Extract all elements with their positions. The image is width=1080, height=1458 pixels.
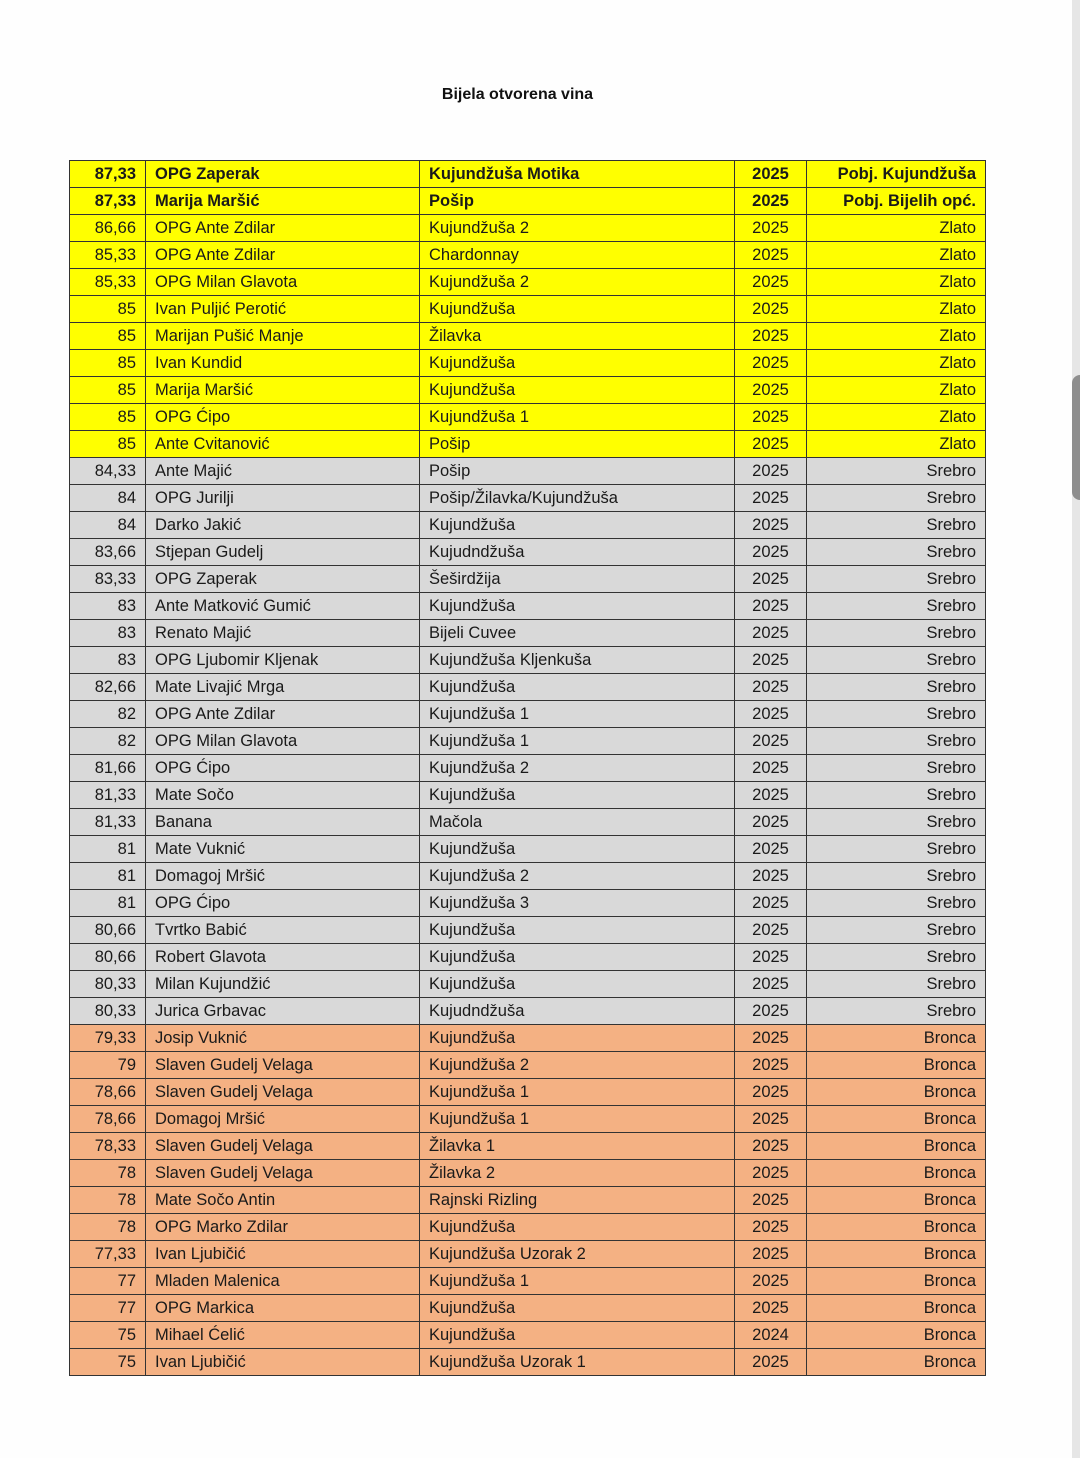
- cell-award: Zlato: [807, 350, 986, 377]
- cell-wine: Pošip/Žilavka/Kujundžuša: [420, 485, 735, 512]
- cell-wine: Kujundžuša 1: [420, 1106, 735, 1133]
- table-row: [70, 512, 986, 539]
- cell-producer: OPG Ante Zdilar: [146, 242, 420, 269]
- cell-wine: Pošip: [420, 188, 735, 215]
- cell-award: Zlato: [807, 431, 986, 458]
- cell-wine: Kujundžuša 1: [420, 1079, 735, 1106]
- cell-producer: OPG Ćipo: [146, 404, 420, 431]
- table-row: [70, 323, 986, 350]
- table-row: [70, 944, 986, 971]
- table-row: [70, 620, 986, 647]
- cell-wine: Kujundžuša: [420, 1322, 735, 1349]
- cell-year: 2025: [735, 674, 807, 701]
- cell-score: 79,33: [70, 1025, 146, 1052]
- table-row: [70, 161, 986, 188]
- cell-producer: OPG Ljubomir Kljenak: [146, 647, 420, 674]
- cell-score: 80,66: [70, 917, 146, 944]
- cell-year: 2025: [735, 1052, 807, 1079]
- cell-year: 2025: [735, 782, 807, 809]
- cell-year: 2025: [735, 917, 807, 944]
- cell-producer: OPG Ćipo: [146, 890, 420, 917]
- cell-award: Srebro: [807, 728, 986, 755]
- cell-producer: Slaven Gudelj Velaga: [146, 1133, 420, 1160]
- cell-producer: Mate Livajić Mrga: [146, 674, 420, 701]
- cell-award: Bronca: [807, 1025, 986, 1052]
- table-row: [70, 431, 986, 458]
- cell-award: Bronca: [807, 1322, 986, 1349]
- cell-producer: Renato Majić: [146, 620, 420, 647]
- cell-score: 80,33: [70, 971, 146, 998]
- cell-wine: Kujundžuša: [420, 512, 735, 539]
- cell-year: 2025: [735, 458, 807, 485]
- cell-producer: Darko Jakić: [146, 512, 420, 539]
- cell-score: 87,33: [70, 188, 146, 215]
- cell-producer: Ante Matković Gumić: [146, 593, 420, 620]
- cell-wine: Šeširdžija: [420, 566, 735, 593]
- cell-producer: Mate Sočo: [146, 782, 420, 809]
- results-table: [69, 160, 986, 1376]
- cell-producer: Jurica Grbavac: [146, 998, 420, 1025]
- table-row: [70, 890, 986, 917]
- cell-award: Zlato: [807, 242, 986, 269]
- table-row: [70, 566, 986, 593]
- cell-award: Srebro: [807, 836, 986, 863]
- cell-year: 2025: [735, 242, 807, 269]
- table-row: [70, 242, 986, 269]
- table-row: [70, 1133, 986, 1160]
- cell-award: Bronca: [807, 1187, 986, 1214]
- cell-score: 79: [70, 1052, 146, 1079]
- cell-year: 2025: [735, 404, 807, 431]
- cell-award: Bronca: [807, 1268, 986, 1295]
- cell-producer: Ivan Ljubičić: [146, 1349, 420, 1376]
- cell-year: 2025: [735, 161, 807, 188]
- cell-producer: OPG Milan Glavota: [146, 269, 420, 296]
- cell-award: Bronca: [807, 1133, 986, 1160]
- cell-award: Srebro: [807, 782, 986, 809]
- cell-producer: OPG Milan Glavota: [146, 728, 420, 755]
- cell-score: 83,66: [70, 539, 146, 566]
- cell-wine: Kujundžuša 2: [420, 269, 735, 296]
- cell-producer: Banana: [146, 809, 420, 836]
- cell-producer: OPG Ante Zdilar: [146, 215, 420, 242]
- cell-producer: OPG Jurilji: [146, 485, 420, 512]
- cell-award: Zlato: [807, 377, 986, 404]
- cell-wine: Kujundžuša 1: [420, 1268, 735, 1295]
- cell-producer: Ivan Kundid: [146, 350, 420, 377]
- cell-year: 2025: [735, 215, 807, 242]
- cell-score: 80,66: [70, 944, 146, 971]
- document-title: Bijela otvorena vina: [441, 86, 594, 103]
- cell-score: 80,33: [70, 998, 146, 1025]
- cell-producer: OPG Ante Zdilar: [146, 701, 420, 728]
- table-row: [70, 1160, 986, 1187]
- cell-year: 2025: [735, 512, 807, 539]
- cell-award: Srebro: [807, 512, 986, 539]
- cell-score: 81: [70, 863, 146, 890]
- cell-wine: Kujundžuša Uzorak 1: [420, 1349, 735, 1376]
- cell-score: 77,33: [70, 1241, 146, 1268]
- cell-year: 2025: [735, 647, 807, 674]
- cell-award: Zlato: [807, 323, 986, 350]
- cell-score: 75: [70, 1349, 146, 1376]
- cell-award: Pobj. Bijelih opć.: [807, 188, 986, 215]
- cell-year: 2025: [735, 620, 807, 647]
- table-row: [70, 269, 986, 296]
- cell-award: Srebro: [807, 539, 986, 566]
- scrollbar-thumb[interactable]: [1072, 375, 1080, 500]
- cell-producer: Milan Kujundžić: [146, 971, 420, 998]
- cell-year: 2025: [735, 566, 807, 593]
- table-row: [70, 1025, 986, 1052]
- cell-wine: Kujundžuša Kljenkuša: [420, 647, 735, 674]
- cell-award: Zlato: [807, 404, 986, 431]
- table-row: [70, 917, 986, 944]
- cell-award: Srebro: [807, 458, 986, 485]
- cell-score: 78: [70, 1187, 146, 1214]
- cell-producer: Mladen Malenica: [146, 1268, 420, 1295]
- cell-producer: Robert Glavota: [146, 944, 420, 971]
- table-row: [70, 647, 986, 674]
- cell-wine: Mačola: [420, 809, 735, 836]
- scrollbar-track[interactable]: [1072, 0, 1080, 1458]
- cell-score: 84: [70, 485, 146, 512]
- cell-award: Bronca: [807, 1160, 986, 1187]
- cell-award: Srebro: [807, 620, 986, 647]
- table-row: [70, 809, 986, 836]
- cell-award: Pobj. Kujundžuša: [807, 161, 986, 188]
- cell-wine: Pošip: [420, 458, 735, 485]
- cell-score: 77: [70, 1295, 146, 1322]
- cell-wine: Kujundžuša 1: [420, 404, 735, 431]
- cell-wine: Kujundžuša: [420, 350, 735, 377]
- cell-year: 2025: [735, 1214, 807, 1241]
- cell-producer: Josip Vuknić: [146, 1025, 420, 1052]
- table-row: [70, 458, 986, 485]
- cell-producer: OPG Ćipo: [146, 755, 420, 782]
- cell-award: Srebro: [807, 863, 986, 890]
- cell-award: Bronca: [807, 1052, 986, 1079]
- cell-score: 85: [70, 323, 146, 350]
- cell-year: 2025: [735, 431, 807, 458]
- cell-year: 2025: [735, 1079, 807, 1106]
- cell-award: Zlato: [807, 269, 986, 296]
- cell-score: 78: [70, 1160, 146, 1187]
- cell-year: 2025: [735, 1268, 807, 1295]
- table-row: [70, 188, 986, 215]
- cell-wine: Kujundžuša: [420, 674, 735, 701]
- cell-wine: Kujundžuša: [420, 836, 735, 863]
- cell-score: 82: [70, 701, 146, 728]
- table-row: [70, 701, 986, 728]
- cell-wine: Kujundžuša: [420, 1214, 735, 1241]
- cell-score: 83: [70, 593, 146, 620]
- cell-award: Srebro: [807, 755, 986, 782]
- cell-wine: Kujundžuša 3: [420, 890, 735, 917]
- cell-producer: Ante Cvitanović: [146, 431, 420, 458]
- cell-producer: OPG Marko Zdilar: [146, 1214, 420, 1241]
- cell-score: 77: [70, 1268, 146, 1295]
- cell-producer: Stjepan Gudelj: [146, 539, 420, 566]
- cell-score: 87,33: [70, 161, 146, 188]
- cell-year: 2025: [735, 1025, 807, 1052]
- table-row: [70, 350, 986, 377]
- cell-award: Srebro: [807, 647, 986, 674]
- cell-wine: Kujundžuša Uzorak 2: [420, 1241, 735, 1268]
- cell-wine: Kujundžuša: [420, 377, 735, 404]
- cell-wine: Žilavka: [420, 323, 735, 350]
- cell-score: 81,33: [70, 809, 146, 836]
- table-row: [70, 782, 986, 809]
- cell-year: 2024: [735, 1322, 807, 1349]
- table-row: [70, 674, 986, 701]
- cell-wine: Kujudndžuša: [420, 539, 735, 566]
- cell-producer: OPG Zaperak: [146, 161, 420, 188]
- cell-year: 2025: [735, 701, 807, 728]
- cell-wine: Kujudndžuša: [420, 998, 735, 1025]
- cell-year: 2025: [735, 188, 807, 215]
- cell-wine: Žilavka 1: [420, 1133, 735, 1160]
- cell-year: 2025: [735, 1295, 807, 1322]
- cell-award: Srebro: [807, 593, 986, 620]
- table-row: [70, 1268, 986, 1295]
- cell-wine: Kujundžuša 2: [420, 215, 735, 242]
- cell-wine: Kujundžuša: [420, 971, 735, 998]
- cell-score: 75: [70, 1322, 146, 1349]
- table-row: [70, 971, 986, 998]
- cell-wine: Kujundžuša 2: [420, 1052, 735, 1079]
- cell-year: 2025: [735, 377, 807, 404]
- cell-producer: Domagoj Mršić: [146, 863, 420, 890]
- cell-wine: Kujundžuša: [420, 944, 735, 971]
- cell-wine: Kujundžuša: [420, 1025, 735, 1052]
- cell-award: Bronca: [807, 1214, 986, 1241]
- cell-score: 82: [70, 728, 146, 755]
- cell-year: 2025: [735, 728, 807, 755]
- cell-score: 85: [70, 377, 146, 404]
- cell-award: Srebro: [807, 701, 986, 728]
- cell-year: 2025: [735, 1349, 807, 1376]
- cell-score: 84,33: [70, 458, 146, 485]
- table-row: [70, 377, 986, 404]
- cell-producer: Mate Vuknić: [146, 836, 420, 863]
- table-row: [70, 836, 986, 863]
- cell-award: Bronca: [807, 1295, 986, 1322]
- cell-score: 85: [70, 431, 146, 458]
- table-row: [70, 1322, 986, 1349]
- cell-score: 85: [70, 350, 146, 377]
- cell-award: Bronca: [807, 1349, 986, 1376]
- cell-score: 84: [70, 512, 146, 539]
- cell-year: 2025: [735, 890, 807, 917]
- table-row: [70, 593, 986, 620]
- cell-year: 2025: [735, 971, 807, 998]
- cell-year: 2025: [735, 593, 807, 620]
- table-row: [70, 1187, 986, 1214]
- cell-award: Srebro: [807, 917, 986, 944]
- cell-producer: Slaven Gudelj Velaga: [146, 1160, 420, 1187]
- cell-producer: OPG Zaperak: [146, 566, 420, 593]
- cell-score: 85,33: [70, 242, 146, 269]
- cell-year: 2025: [735, 323, 807, 350]
- cell-score: 86,66: [70, 215, 146, 242]
- cell-score: 82,66: [70, 674, 146, 701]
- cell-score: 78: [70, 1214, 146, 1241]
- cell-wine: Kujundžuša 1: [420, 701, 735, 728]
- cell-wine: Kujundžuša: [420, 917, 735, 944]
- cell-producer: Domagoj Mršić: [146, 1106, 420, 1133]
- cell-wine: Kujundžuša 2: [420, 863, 735, 890]
- cell-award: Srebro: [807, 485, 986, 512]
- cell-wine: Žilavka 2: [420, 1160, 735, 1187]
- cell-producer: Ante Majić: [146, 458, 420, 485]
- table-row: [70, 485, 986, 512]
- cell-year: 2025: [735, 269, 807, 296]
- table-row: [70, 998, 986, 1025]
- cell-score: 85: [70, 296, 146, 323]
- table-row: [70, 755, 986, 782]
- cell-wine: Kujundžuša 2: [420, 755, 735, 782]
- table-row: [70, 539, 986, 566]
- cell-score: 81: [70, 890, 146, 917]
- cell-producer: Ivan Puljić Perotić: [146, 296, 420, 323]
- cell-award: Zlato: [807, 296, 986, 323]
- cell-score: 78,66: [70, 1079, 146, 1106]
- table-row: [70, 1079, 986, 1106]
- cell-year: 2025: [735, 1106, 807, 1133]
- cell-wine: Bijeli Cuvee: [420, 620, 735, 647]
- cell-score: 78,66: [70, 1106, 146, 1133]
- cell-producer: Mihael Ćelić: [146, 1322, 420, 1349]
- cell-year: 2025: [735, 755, 807, 782]
- table-row: [70, 1052, 986, 1079]
- table-row: [70, 1106, 986, 1133]
- table-row: [70, 1349, 986, 1376]
- cell-score: 81,66: [70, 755, 146, 782]
- cell-wine: Rajnski Rizling: [420, 1187, 735, 1214]
- cell-score: 81,33: [70, 782, 146, 809]
- cell-year: 2025: [735, 1187, 807, 1214]
- cell-award: Srebro: [807, 566, 986, 593]
- cell-producer: OPG Markica: [146, 1295, 420, 1322]
- table-row: [70, 1295, 986, 1322]
- cell-award: Srebro: [807, 971, 986, 998]
- cell-year: 2025: [735, 809, 807, 836]
- cell-score: 83,33: [70, 566, 146, 593]
- cell-award: Bronca: [807, 1106, 986, 1133]
- cell-producer: Slaven Gudelj Velaga: [146, 1052, 420, 1079]
- cell-year: 2025: [735, 1241, 807, 1268]
- cell-year: 2025: [735, 485, 807, 512]
- cell-score: 83: [70, 620, 146, 647]
- cell-producer: Marija Maršić: [146, 188, 420, 215]
- cell-year: 2025: [735, 944, 807, 971]
- cell-year: 2025: [735, 350, 807, 377]
- table-row: [70, 404, 986, 431]
- cell-producer: Marija Maršić: [146, 377, 420, 404]
- table-row: [70, 1214, 986, 1241]
- cell-score: 85,33: [70, 269, 146, 296]
- cell-wine: Kujundžuša: [420, 593, 735, 620]
- cell-producer: Tvrtko Babić: [146, 917, 420, 944]
- cell-award: Srebro: [807, 809, 986, 836]
- cell-producer: Mate Sočo Antin: [146, 1187, 420, 1214]
- cell-award: Srebro: [807, 890, 986, 917]
- cell-award: Bronca: [807, 1241, 986, 1268]
- table-row: [70, 1241, 986, 1268]
- table-row: [70, 863, 986, 890]
- cell-score: 78,33: [70, 1133, 146, 1160]
- table-row: [70, 728, 986, 755]
- cell-award: Srebro: [807, 944, 986, 971]
- cell-year: 2025: [735, 1133, 807, 1160]
- cell-score: 85: [70, 404, 146, 431]
- cell-year: 2025: [735, 836, 807, 863]
- table-row: [70, 296, 986, 323]
- cell-year: 2025: [735, 863, 807, 890]
- cell-wine: Kujundžuša: [420, 782, 735, 809]
- cell-score: 83: [70, 647, 146, 674]
- table-row: [70, 215, 986, 242]
- cell-year: 2025: [735, 539, 807, 566]
- cell-wine: Pošip: [420, 431, 735, 458]
- cell-year: 2025: [735, 1160, 807, 1187]
- cell-award: Bronca: [807, 1079, 986, 1106]
- cell-year: 2025: [735, 998, 807, 1025]
- cell-producer: Slaven Gudelj Velaga: [146, 1079, 420, 1106]
- cell-wine: Kujundžuša: [420, 296, 735, 323]
- cell-wine: Kujundžuša 1: [420, 728, 735, 755]
- cell-award: Srebro: [807, 674, 986, 701]
- cell-wine: Kujundžuša Motika: [420, 161, 735, 188]
- cell-year: 2025: [735, 296, 807, 323]
- cell-wine: Chardonnay: [420, 242, 735, 269]
- cell-producer: Ivan Ljubičić: [146, 1241, 420, 1268]
- cell-award: Srebro: [807, 998, 986, 1025]
- cell-score: 81: [70, 836, 146, 863]
- cell-producer: Marijan Pušić Manje: [146, 323, 420, 350]
- cell-award: Zlato: [807, 215, 986, 242]
- cell-wine: Kujundžuša: [420, 1295, 735, 1322]
